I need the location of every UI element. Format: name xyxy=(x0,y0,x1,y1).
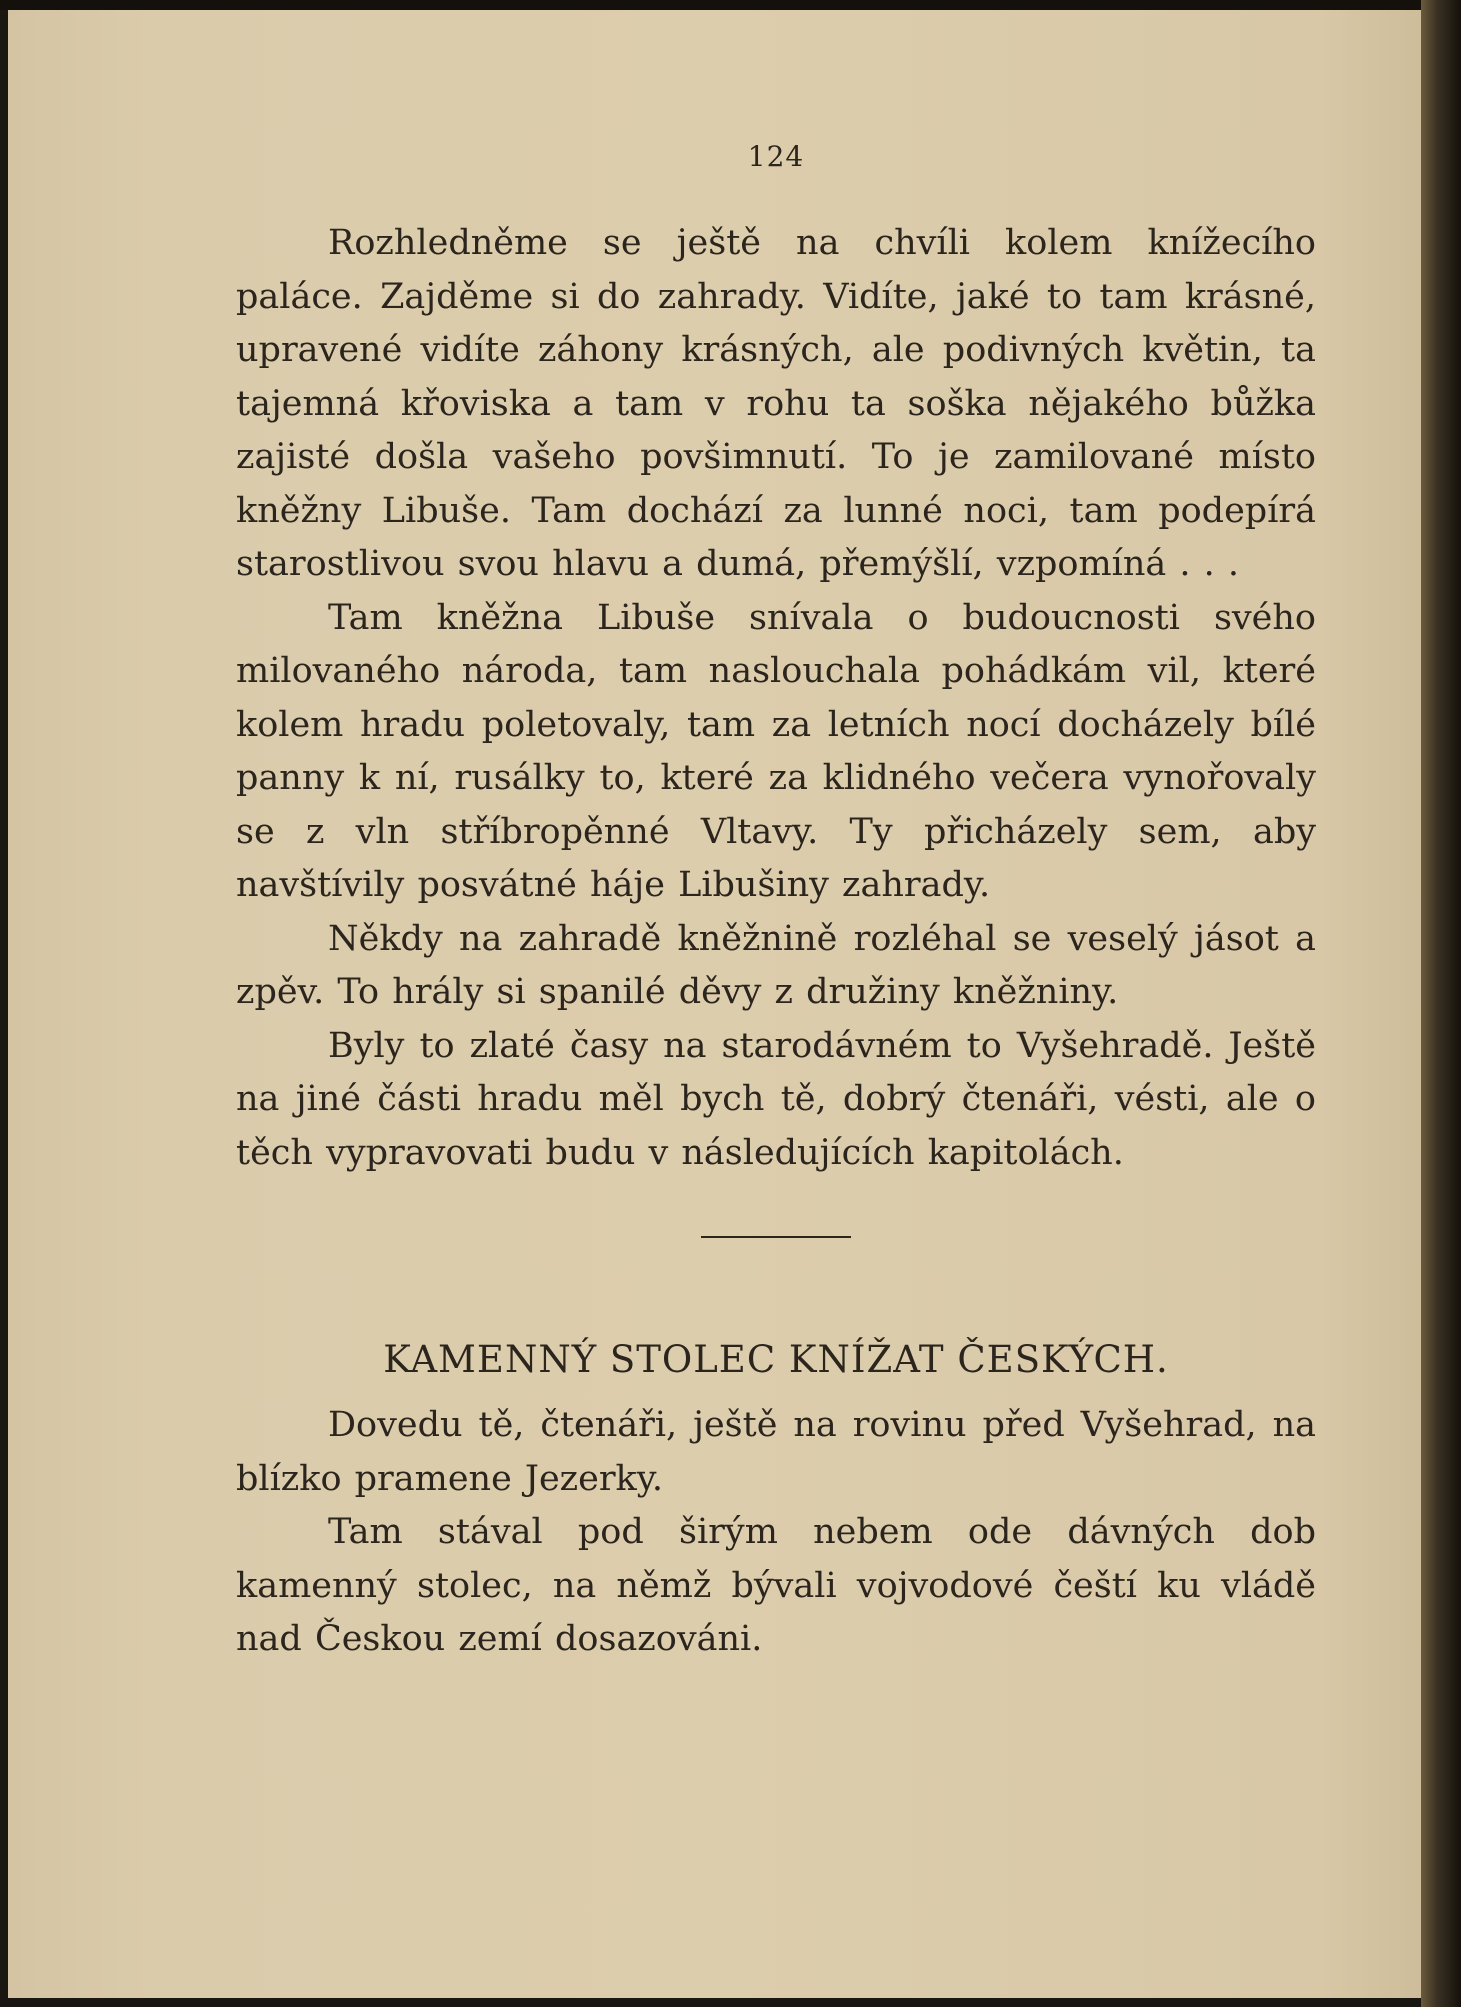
scan-top-edge xyxy=(0,0,1461,10)
section-divider xyxy=(701,1236,851,1238)
section-heading: KAMENNÝ STOLEC KNÍŽAT ČESKÝCH. xyxy=(383,1338,1169,1381)
paragraph-libuse-dreams: Tam kněžna Libuše snívala o budoucnosti svého milovaného národa, tam naslouchala pohádkám vil, které kolem hradu poletovaly, tam za letních nocí docházely bílé panny k ní, rusálky to, které za klidného večera vynořovaly se z vln stříbropěnné Vltavy. Ty přicházely sem, aby navštívily posvátné háje Libušiny zahrady. xyxy=(236,597,1316,905)
paragraph-jezerka-spring: Dovedu tě, čtenáři, ještě na rovinu před Vyšehrad, na blízko pramene Jezerky. xyxy=(236,1405,1316,1499)
paragraph-garden-singing: Někdy na zahradě kněžnině rozléhal se veselý jásot a zpěv. To hrály si spanilé děvy z družiny kněžniny. xyxy=(236,918,1316,1012)
page-number: 124 xyxy=(747,140,805,173)
paragraph-stone-throne: Tam stával pod širým nebem ode dávných dob kamenný stolec, na němž bývali vojvodové čeští ku vládě nad Českou zemí dosazováni. xyxy=(236,1512,1316,1659)
page-content xyxy=(236,140,1316,1667)
paragraph-palace-garden: Rozhledněme se ještě na chvíli kolem knížecího paláce. Zajděme si do zahrady. Vidíte, jaké to tam krásné, upravené vidíte záhony krásných, ale podivných květin, ta tajemná křoviska a tam v rohu ta soška nějakého bůžka zajisté došla vašeho povšimnutí. To je zamilované místo kněžny Libuše. Tam dochází za lunné noci, tam podepírá starostlivou svou hlavu a dumá, přemýšlí, vzpomíná . . . xyxy=(236,223,1316,584)
paragraph-golden-times: Byly to zlaté časy na starodávném to Vyšehradě. Ještě na jiné části hradu měl bych tě, dobrý čtenáři, vésti, ale o těch vypravovati budu v následujících kapitolách. xyxy=(236,1025,1316,1173)
book-spine xyxy=(1421,0,1461,2007)
